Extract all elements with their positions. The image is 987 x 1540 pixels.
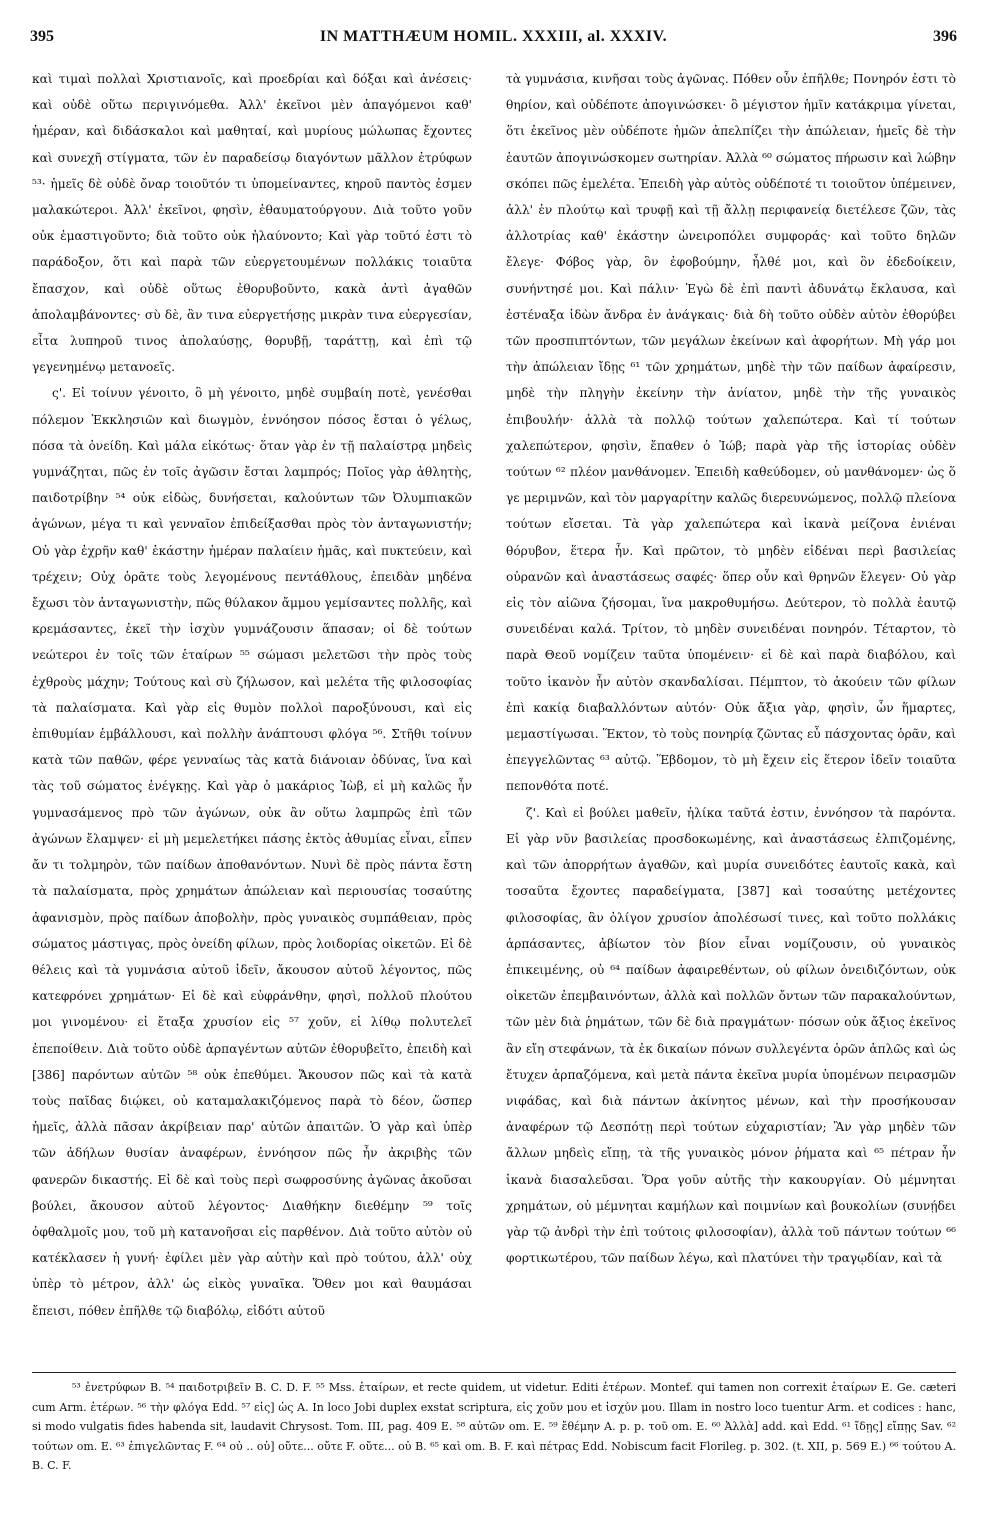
footnote-divider <box>32 1372 956 1373</box>
footnote-text: ⁵³ ἐνετρύφων B. ⁵⁴ παιδοτριβεῖν B. C. D. F. ⁵⁵ Mss. ἑταίρων, et recte quidem, ut videtur. Editi ἑτέρων. Montef. qui tamen non correxit ἑταίρων E. Ge. cæteri cum Arm. ἑτέρων. ⁵⁶ τὴν φλόγα Edd. ⁵⁷ εἰς] ὡς A. In loco Jobi duplex exstat scriptura, εἰς χοῦν μου et ἰσχύν μου. Illam in nostro loco tuentur Arm. et codices : hanc, si modo vulgatis fides habenda sit, laudavit Chrysost. Tom. III, pag. 409 E. ⁵⁸ αὐτῶν om. E. ⁵⁹ ἔθέμην A. p. p. τοῦ om. E. ⁶⁰ Ἀλλὰ] add. καὶ Edd. ⁶¹ ἴδῃς] εἴπῃς Sav. ⁶² τούτων om. E. ⁶³ ἐπιγελῶντας F. ⁶⁴ οὐ .. οὐ] οὔτε... οὔτε F. οὔτε... οὐ B. ⁶⁵ καὶ om. B. F. καὶ πέτρας Edd. Nobiscum facit Florileg. p. 302. (t. XII, p. 569 E.) ⁶⁶ τούτου A. B. C. F. <box>32 1381 956 1472</box>
right-column <box>506 66 956 1352</box>
paragraph: ς'. Εἰ τοίνυν γένοιτο, ὃ μὴ γένοιτο, μηδὲ συμβαίη ποτὲ, γενέσθαι πόλεμον Ἐκκλησιῶν καὶ διωγμὸν, ἐννόησον πόσος ἔσται ὁ γέλως, πόσα τὰ ὀνείδη. Καὶ μάλα εἰκότως· ὅταν γὰρ ἐν τῇ παλαίστρᾳ μηδεὶς γυμνάζηται, πῶς ἐν τοῖς ἀγῶσιν ἔσται λαμπρός; Ποῖος γὰρ ἀθλητὴς, παιδοτρίβην ⁵⁴ οὐκ εἰδὼς, δυνήσεται, καλούντων τῶν Ὀλυμπιακῶν ἀγώνων, μέγα τι καὶ γενναῖον ἐπιδείξασθαι πρὸς τὸν ἀνταγωνιστήν; Οὐ γὰρ ἐχρῆν καθ' ἑκάστην ἡμέραν παλαίειν ἡμᾶς, καὶ πυκτεύειν, καὶ τρέχειν; Οὐχ ὁρᾶτε τοὺς λεγομένους πεντάθλους, ἐπειδὰν μηδένα ἔχωσι τὸν ἀνταγωνιστὴν, πῶς θύλακον ἄμμου γεμίσαντες πολλῆς, καὶ κρεμάσαντες, ἐκεῖ τὴν ἰσχὺν γυμνάζουσιν ἅπασαν; οἱ δὲ τούτων νεώτεροι ἐν τοῖς τῶν ἑταίρων ⁵⁵ σώμασι μελετῶσι τὴν πρὸς τοὺς ἐχθροὺς μάχην; Τούτους καὶ σὺ ζήλωσον, καὶ μελέτα τῆς φιλοσοφίας τὰ παλαίσματα. Καὶ γὰρ εἰς θυμὸν πολλοὶ παροξύνουσι, καὶ εἰς ἐπιθυμίαν ἐμβάλλουσι, καὶ πολλὴν ἀνάπτουσι φλόγα ⁵⁶. Στῆθι τοίνυν κατὰ τῶν παθῶν, φέρε γενναίως τὰς κατὰ διάνοιαν ὀδύνας, ἵνα καὶ τὰς τοῦ σώματος ἐνέγκῃς. Καὶ γὰρ ὁ μακάριος Ἰὼβ, εἰ μὴ καλῶς ἦν γυμνασάμενος πρὸ τῶν ἀγώνων, οὐκ ἂν οὕτω λαμπρῶς ἐπὶ τῶν ἀγώνων ἔλαμψεν· εἰ μὴ μεμελετήκει πάσης ἐκτὸς ἀθυμίας εἶναι, εἶπεν ἄν τι τολμηρὸν, τῶν παίδων ἀποθανόντων. Νυνὶ δὲ πρὸς πάντα ἔστη τὰ παλαίσματα, πρὸς χρημάτων ἀπώλειαν καὶ περιουσίας τοσαύτης ἀφανισμὸν, πρὸς παίδων ἀποβολὴν, πρὸς γυναικὸς συμπάθειαν, πρὸς σώματος μάστιγας, πρὸς ὀνείδη φίλων, πρὸς λοιδορίας οἰκετῶν. Εἰ δὲ θέλεις καὶ τὰ γυμνάσια αὐτοῦ ἰδεῖν, ἄκουσον αὐτοῦ λέγοντος, πῶς κατεφρόνει χρημάτων· Εἰ δὲ καὶ εὐφράνθην, φησὶ, πολλοῦ πλούτου μοι γινομένου· εἰ ἔταξα χρυσίον εἰς ⁵⁷ χοῦν, εἰ λίθῳ πολυτελεῖ ἐπεποίθειν. Διὰ τοῦτο οὐδὲ ἁρπαγέντων αὐτῶν ἐθορυβεῖτο, ἐπειδὴ καὶ [386] παρόντων αὐτῶν ⁵⁸ οὐκ ἐπεθύμει. Ἄκουσον πῶς καὶ τὰ κατὰ τοὺς παῖδας διῴκει, οὐ καταμαλακιζόμενος παρὰ τὸ δέον, ὥσπερ ἡμεῖς, ἀλλὰ πᾶσαν ἀκρίβειαν παρ' αὐτῶν ἀπαιτῶν. Ὁ γὰρ καὶ ὑπὲρ τῶν ἀδήλων θυσίαν ἀναφέρων, ἐννόησον πῶς ἦν ἀκριβὴς τῶν φανερῶν δικαστής. Εἰ δὲ καὶ τοὺς περὶ σωφροσύνης ἀγῶνας ἀκοῦσαι βούλει, ἄκουσον αὐτοῦ λέγοντος· Διαθήκην διεθέμην ⁵⁹ τοῖς ὀφθαλμοῖς μου, τοῦ μὴ κατανοῆσαι εἰς παρθένον. Διὰ τοῦτο αὐτὸν οὐ κατέκλασεν ἡ γυνή· ἐφίλει μὲν γὰρ αὐτὴν καὶ πρὸ τούτου, ἀλλ' οὐχ ὑπὲρ τὸ μέτρον, ἀλλ' ὡς εἰκὸς γυναῖκα. Ὅθεν μοι καὶ θαυμάσαι ἔπεισι, πόθεν ἐπῆλθε τῷ διαβόλῳ, εἰδότι αὐτοῦ <box>32 386 472 1318</box>
left-column <box>32 66 472 1352</box>
footnotes <box>32 1378 956 1528</box>
running-title: IN MATTHÆUM HOMIL. XXXIII, al. XXXIV. <box>319 28 668 45</box>
page-number-left: 395 <box>30 28 54 45</box>
running-header <box>30 28 957 58</box>
paragraph: τὰ γυμνάσια, κινῆσαι τοὺς ἀγῶνας. Πόθεν οὖν ἐπῆλθε; Πονηρόν ἐστι τὸ θηρίον, καὶ οὐδέποτε ἀπογινώσκει· ὃ μέγιστον ἡμῖν κατάκριμα γίνεται, ὅτι ἐκεῖνος μὲν οὐδέποτε ἡμῶν ἀπελπίζει τὴν ἀπώλειαν, ἡμεῖς δὲ τὴν ἑαυτῶν ἀπογινώσκομεν σωτηρίαν. Ἀλλὰ ⁶⁰ σώματος πήρωσιν καὶ λώβην σκόπει πῶς ἐμελέτα. Ἐπειδὴ γὰρ αὐτὸς οὐδέποτέ τι τοιοῦτον ὑπέμεινεν, ἀλλ' ἐν πλούτῳ καὶ τρυφῇ καὶ τῇ ἄλλῃ περιφανείᾳ διετέλεσε ζῶν, τὰς ἀλλοτρίας καθ' ἑκάστην ὠνειροπόλει συμφοράς· καὶ τοῦτο δηλῶν ἔλεγε· Φόβος γὰρ, ὃν ἐφοβούμην, ἦλθέ μοι, καὶ ὃν ἐδεδοίκειν, συνήντησέ μοι. Καὶ πάλιν· Ἐγὼ δὲ ἐπὶ παντὶ ἀδυνάτῳ ἔκλαυσα, καὶ ἐστέναξα ἰδὼν ἄνδρα ἐν ἀνάγκαις· διὰ δὴ τοῦτο οὐδὲν αὐτὸν ἐθορύβει τῶν προσπιπτόντων, τῶν μεγάλων ἐκείνων καὶ ἀφορήτων. Μὴ γάρ μοι τὴν ἀπώλειαν ἴδῃς ⁶¹ τῶν χρημάτων, μηδὲ τὴν τῶν παίδων ἀφαίρεσιν, μηδὲ τὴν πληγὴν ἐκείνην τὴν ἀνίατον, μηδὲ τὴν τῆς γυναικὸς ἐπιβουλήν· ἀλλὰ τὰ πολλῷ τούτων χαλεπώτερα. Καὶ τί τούτων χαλεπώτερον, φησὶν, ἔπαθεν ὁ Ἰώβ; παρὰ γὰρ τῆς ἱστορίας οὐδὲν τούτων ⁶² πλέον μανθάνομεν. Ἐπειδὴ καθεύδομεν, οὐ μανθάνομεν· ὡς ὅ γε μεριμνῶν, καὶ τὸν μαργαρίτην καλῶς διερευνώμενος, πολλῷ πλείονα τούτων εἴσεται. Τὰ γὰρ χαλεπώτερα καὶ ἱκανὰ μείζονα ἐνιέναι θόρυβον, ἕτερα ἦν. Καὶ πρῶτον, τὸ μηδὲν εἰδέναι περὶ βασιλείας οὐρανῶν καὶ ἀναστάσεως σαφές· ὅπερ οὖν καὶ θρηνῶν ἔλεγεν· Οὐ γὰρ εἰς τὸν αἰῶνα ζήσομαι, ἵνα μακροθυμήσω. Δεύτερον, τὸ πολλὰ ἑαυτῷ συνειδέναι καλά. Τρίτον, τὸ μηδὲν συνειδέναι πονηρόν. Τέταρτον, τὸ παρὰ Θεοῦ νομίζειν ταῦτα ὑπομένειν· εἰ δὲ καὶ παρὰ διαβόλου, καὶ τοῦτο ἱκανὸν ἦν αὐτὸν σκανδαλίσαι. Πέμπτον, τὸ ἀκούειν τῶν φίλων ἐπὶ κακίᾳ διαβαλλόντων αὐτόν· Οὐκ ἄξια γὰρ, φησὶν, ὧν ἥμαρτες, μεμαστίγωσαι. Ἕκτον, τὸ τοὺς πονηρίᾳ ζῶντας εὖ πάσχοντας ὁρᾶν, καὶ ἐπεγγελῶντας ⁶³ αὐτῷ. Ἕβδομον, τὸ μὴ ἔχειν εἰς ἕτερον ἰδεῖν τοιαῦτα πεπονθότα ποτέ. <box>506 72 956 794</box>
paragraph: ζ'. Καὶ εἰ βούλει μαθεῖν, ἡλίκα ταῦτά ἐστιν, ἐννόησον τὰ παρόντα. Εἰ γὰρ νῦν βασιλείας προσδοκωμένης, καὶ ἀναστάσεως ἐλπιζομένης, καὶ τῶν ἀπορρήτων ἀγαθῶν, καὶ μυρία συνειδότες ἑαυτοῖς κακὰ, καὶ τοσαῦτα ἔχοντες παραδείγματα, [387] καὶ τοσαύτης μετέχοντες φιλοσοφίας, ἂν ὀλίγον χρυσίον ἀπολέσωσί τινες, καὶ τοῦτο πολλάκις ἁρπάσαντες, ἀβίωτον τὸν βίον εἶναι νομίζουσιν, οὐ γυναικὸς ἐπικειμένης, οὐ ⁶⁴ παίδων ἀφαιρεθέντων, οὐ φίλων ὀνειδιζόντων, οὐκ οἰκετῶν ἐπεμβαινόντων, ἀλλὰ καὶ πολλῶν ὄντων τῶν παρακαλούντων, τῶν μὲν διὰ ῥημάτων, τῶν δὲ διὰ πραγμάτων· πόσων οὐκ ἄξιος ἐκεῖνος ἂν εἴη στεφάνων, τὰ ἐκ δικαίων πόνων συλλεγέντα ὁρῶν ἁπλῶς καὶ ὡς ἔτυχεν ἁρπαζόμενα, καὶ μετὰ πάντα ἐκεῖνα μυρία ὑπομένων πειρασμῶν νιφάδας, καὶ διὰ πάντων ἀκίνητος μένων, καὶ τὴν προσήκουσαν ἀναφέρων τῷ Δεσπότῃ περὶ τούτων εὐχαριστίαν; Ἂν γὰρ μηδὲν τῶν ἄλλων μηδεὶς εἴπῃ, τὰ τῆς γυναικὸς μόνον ῥήματα καὶ ⁶⁵ πέτραν ἦν ἱκανὰ διασαλεῦσαι. Ὅρα γοῦν αὐτῆς τὴν κακουργίαν. Οὐ μέμνηται χρημάτων, οὐ μέμνηται καμήλων καὶ ποιμνίων καὶ βουκολίων (συνῄδει γὰρ τῷ ἀνδρὶ τὴν ἐπὶ τούτοις φιλοσοφίαν), ἀλλὰ τοῦ πάντων τούτων ⁶⁶ φορτικωτέρου, τῶν παίδων λέγω, καὶ πλατύνει τὴν τραγῳδίαν, καὶ τὰ <box>506 805 956 1266</box>
paragraph: καὶ τιμαὶ πολλαὶ Χριστιανοῖς, καὶ προεδρίαι καὶ δόξαι καὶ ἀνέσεις· καὶ οὐδὲ οὕτω περιγινόμεθα. Ἀλλ' ἐκεῖνοι μὲν ἀπαγόμενοι καθ' ἡμέραν, καὶ διδάσκαλοι καὶ μαθηταί, καὶ μυρίους μώλωπας ἔχοντες καὶ συνεχῆ στίγματα, τῶν ἐν παραδείσῳ διαγόντων μᾶλλον ἐτρύφων ⁵³· ἡμεῖς δὲ οὐδὲ ὄναρ τοιοῦτόν τι ὑπομείναντες, κηροῦ παντὸς ἐσμεν μαλακώτεροι. Ἀλλ' ἐκεῖνοι, φησὶν, ἐθαυματούργουν. Διὰ τοῦτο γοῦν οὐκ ἐμαστιγοῦντο; διὰ τοῦτο οὐκ ἠλαύνοντο; Καὶ γὰρ τοῦτό ἐστι τὸ παράδοξον, ὅτι καὶ παρὰ τῶν εὐεργετουμένων πολλάκις τοιαῦτα ἔπασχον, καὶ οὐδὲ οὕτως ἐθορυβοῦντο, κακὰ ἀντὶ ἀγαθῶν ἀπολαμβάνοντες· σὺ δὲ, ἂν τινα εὐεργετήσῃς μικρὰν τινα εὐεργεσίαν, εἶτα λυπηροῦ τινος ἀπολαύσῃς, θορυβῇ, ταράττῃ, καὶ ἐπὶ τῷ γεγενημένῳ μετανοεῖς. <box>32 72 472 375</box>
page-number-right: 396 <box>933 28 957 45</box>
